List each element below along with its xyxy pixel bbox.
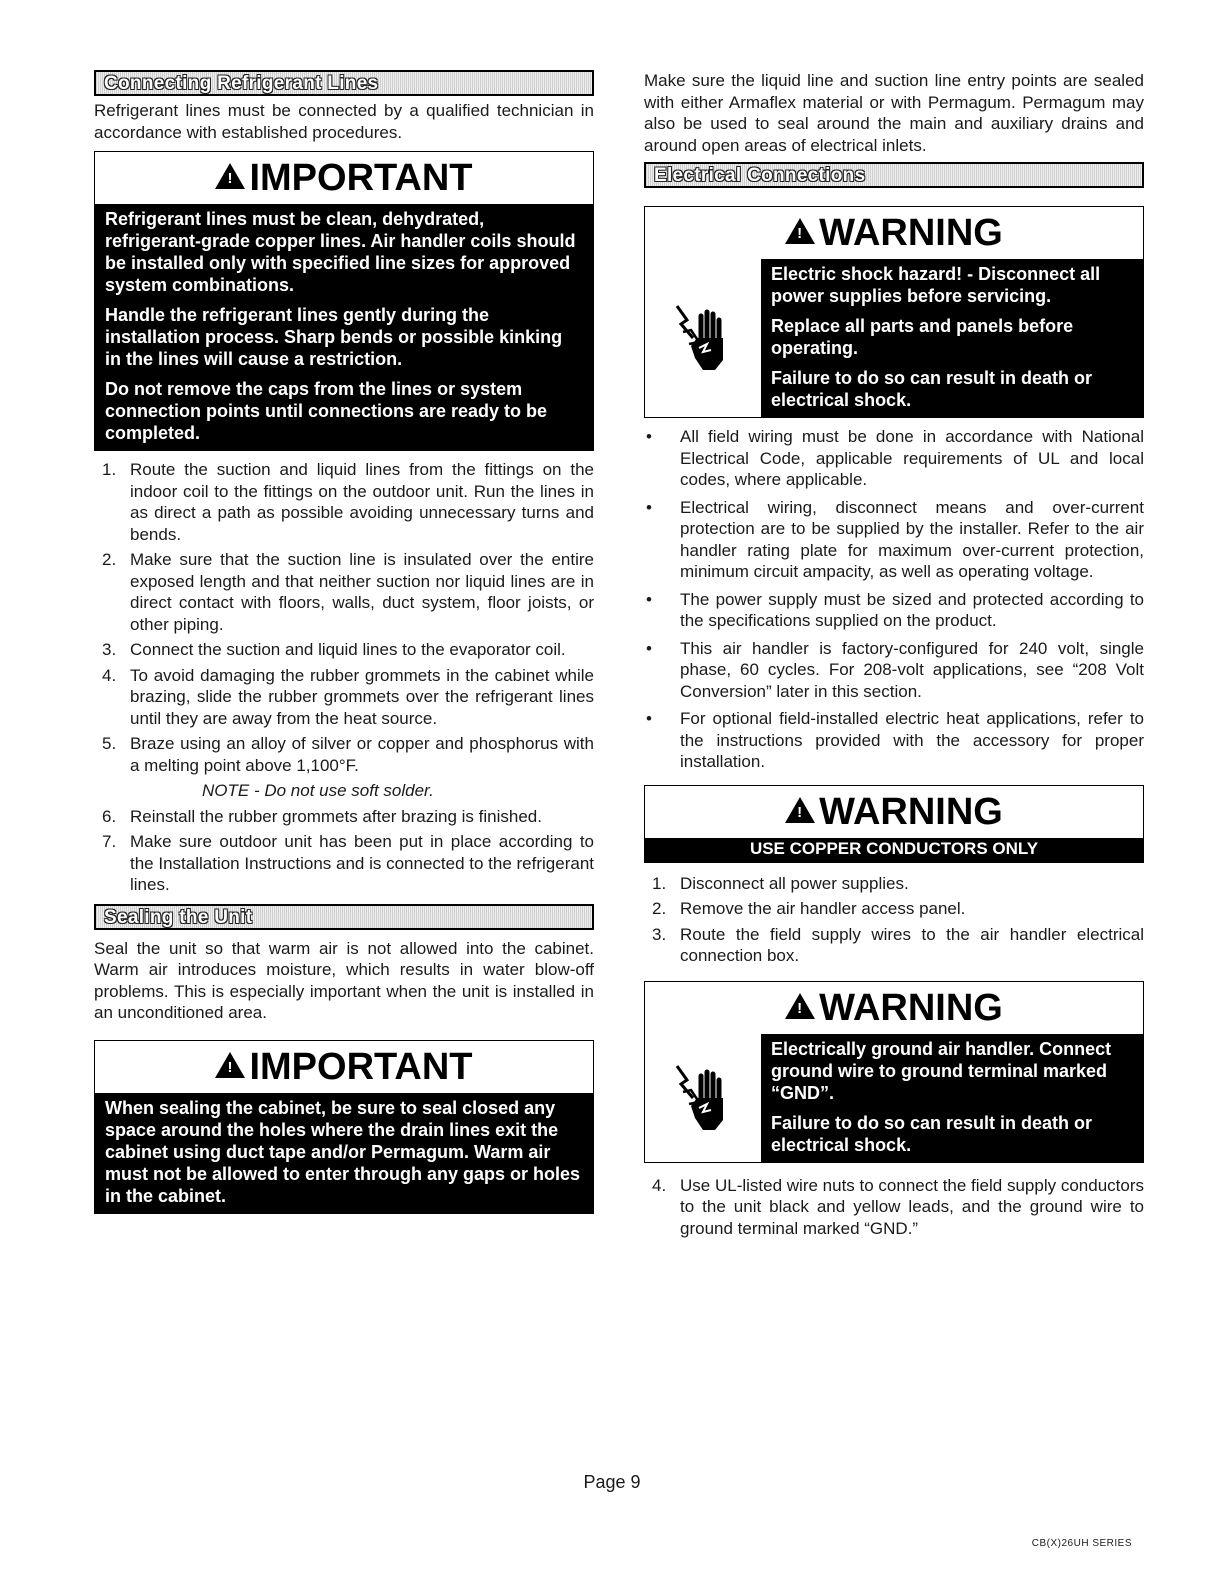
warning-box-electric-shock: [644, 206, 1144, 418]
copper-conductors-banner: USE COPPER CONDUCTORS ONLY: [645, 838, 1143, 862]
list-item: 3. Route the field supply wires to the air handler electrical connection box.: [652, 924, 1144, 965]
warning-box-copper-conductors: [644, 785, 1144, 863]
sealing-text: Seal the unit so that warm air is not allowed into the cabinet. Warm air introduces moisture, which results in water blow-off problems. This is especially important when the unit is installed in an unconditioned area.: [94, 938, 594, 1022]
electric-shock-hand-icon: [645, 1034, 761, 1162]
refrigerant-steps-list-continued: [94, 806, 594, 896]
important-box-sealing: [94, 1040, 594, 1214]
warning-paragraph: Failure to do so can result in death or electrical shock.: [771, 1112, 1093, 1155]
warning-title: WARNING: [819, 212, 1003, 254]
list-item: • Electrical wiring, disconnect means and over-current protection are to be supplied by the installer. Refer to the air handler rating plate for maximum over-current protection, minimum circuit ampacity, as well as operating voltage.: [646, 497, 1144, 581]
warning-paragraph: Electrically ground air handler. Connect ground wire to ground terminal marked “GND”.: [771, 1038, 1112, 1103]
solder-note: NOTE - Do not use soft solder.: [202, 781, 434, 800]
sealing-entry-points-text: Make sure the liquid line and suction line entry points are sealed with either Armaflex material or with Permagum. Permagum may also be used to seal around the main and auxiliary drains and around open areas of electrical inlets.: [644, 71, 1144, 155]
section-header-sealing-the-unit: Sealing the Unit: [94, 904, 594, 930]
electrical-steps-list-continued: [644, 1175, 1144, 1240]
warning-triangle-icon: [785, 797, 815, 823]
electric-shock-hand-icon: [645, 259, 761, 417]
list-item: 1. Route the suction and liquid lines from the fittings on the indoor coil to the fittings on the outdoor unit. Run the lines in as direct a path as possible avoiding unnecessary turns and bends.: [102, 460, 594, 544]
refrigerant-steps-list: [94, 459, 594, 776]
important-paragraph: Handle the refrigerant lines gently during the installation process. Sharp bends or possible kinking in the lines will cause a restriction.: [105, 305, 563, 369]
list-item: • All field wiring must be done in accordance with National Electrical Code, applicable requirements of UL and local codes, where applicable.: [646, 427, 1144, 489]
electrical-requirements-list: [644, 426, 1144, 773]
list-item: 4. To avoid damaging the rubber grommets in the cabinet while brazing, slide the rubber grommets over the refrigerant lines until they are away from the heat source.: [102, 665, 594, 728]
section-header-electrical-connections: Electrical Connections: [644, 162, 1144, 188]
list-item: 5. Braze using an alloy of silver or copper and phosphorus with a melting point above 1,100°F.: [102, 734, 594, 775]
right-column: [644, 70, 1144, 1243]
list-item: 7. Make sure outdoor unit has been put in place according to the Installation Instructions and is connected to the refrigerant lines.: [102, 832, 594, 894]
list-item: • The power supply must be sized and protected according to the specifications supplied on the product.: [646, 589, 1144, 630]
warning-triangle-icon: [785, 218, 815, 244]
important-title: IMPORTANT: [249, 157, 473, 199]
list-item: 1. Disconnect all power supplies.: [652, 873, 909, 893]
series-label: CB(X)26UH SERIES: [1031, 1538, 1132, 1549]
important-box-refrigerant: [94, 151, 594, 451]
page-number: Page 9: [583, 1472, 641, 1492]
warning-title: WARNING: [819, 986, 1003, 1029]
list-item: 4. Use UL-listed wire nuts to connect the field supply conductors to the unit black and yellow leads, and the ground wire to ground terminal marked “GND.”: [652, 1175, 1144, 1238]
warning-body: [761, 1034, 1143, 1162]
list-item: 6. Reinstall the rubber grommets after brazing is finished.: [102, 806, 542, 826]
left-column: [94, 70, 594, 1214]
list-item: 2. Remove the air handler access panel.: [652, 899, 966, 918]
warning-triangle-icon: [785, 993, 815, 1019]
list-item: 2. Make sure that the suction line is insulated over the entire exposed length and that neither suction nor liquid lines are in direct contact with floors, walls, duct system, floor joists, or other piping.: [102, 550, 594, 634]
important-body: [95, 204, 593, 450]
warning-triangle-icon: [215, 163, 245, 189]
warning-paragraph: Failure to do so can result in death or electrical shock.: [771, 368, 1093, 410]
important-paragraph: Refrigerant lines must be clean, dehydrated, refrigerant-grade copper lines. Air handler coils should be installed only with specified line sizes for approved system combinations.: [105, 209, 576, 295]
important-paragraph: Do not remove the caps from the lines or system connection points until connections are ready to be completed.: [105, 379, 548, 443]
important-body: [95, 1093, 593, 1213]
warning-title: WARNING: [819, 790, 1003, 833]
list-item: • This air handler is factory-configured for 240 volt, single phase, 60 cycles. For 208-volt applications, see “208 Volt Conversion” later in this section.: [646, 638, 1144, 701]
list-item: • For optional field-installed electric heat applications, refer to the instructions provided with the accessory for proper installation.: [646, 709, 1144, 771]
section-header-connecting-refrigerant-lines: Connecting Refrigerant Lines: [94, 70, 594, 96]
warning-body: [761, 259, 1143, 417]
warning-triangle-icon: [215, 1052, 245, 1078]
important-paragraph: When sealing the cabinet, be sure to seal closed any space around the holes where the drain lines exit the cabinet using duct tape and/or Permagum. Warm air must not be allowed to enter through any gaps or holes in the cabinet.: [105, 1097, 581, 1206]
refrigerant-intro: Refrigerant lines must be connected by a qualified technician in accordance with established procedures.: [94, 101, 594, 142]
electrical-steps-list: [644, 873, 1144, 967]
warning-paragraph: Replace all parts and panels before operating.: [771, 316, 1074, 358]
warning-paragraph: Electric shock hazard! - Disconnect all power supplies before servicing.: [771, 264, 1101, 306]
important-title: IMPORTANT: [249, 1045, 473, 1088]
list-item: 3. Connect the suction and liquid lines to the evaporator coil.: [102, 640, 566, 659]
warning-box-ground: [644, 981, 1144, 1163]
